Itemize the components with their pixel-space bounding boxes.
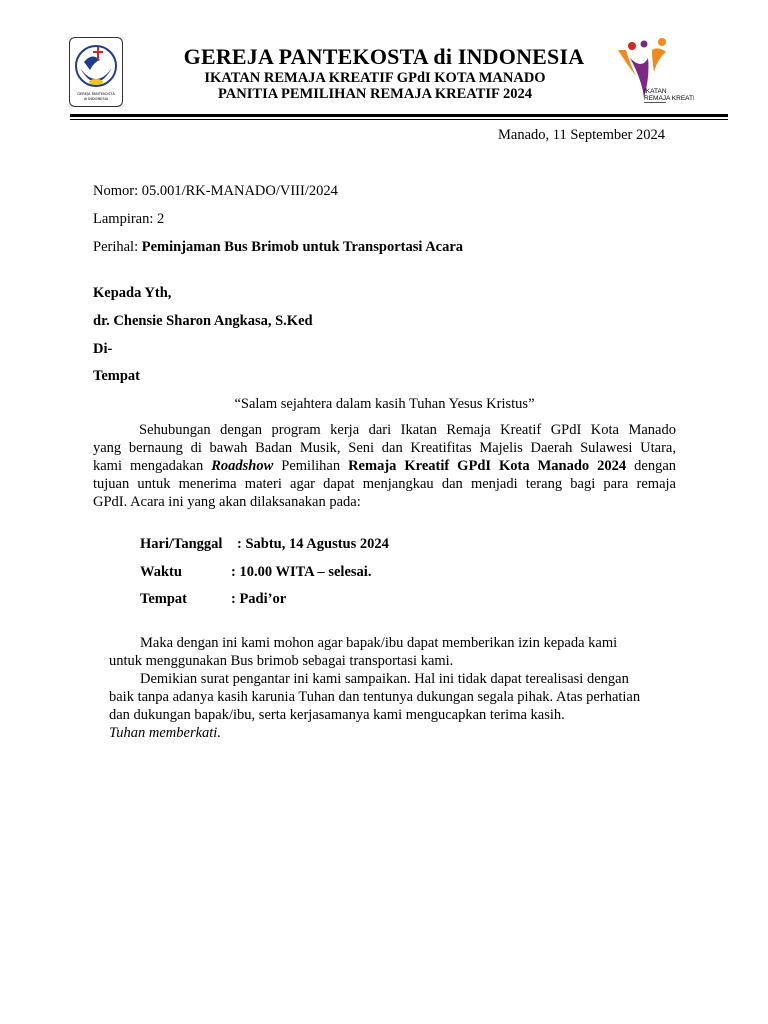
letterhead-rule-thin [70, 119, 728, 120]
organization-subtitle: IKATAN REMAJA KREATIF GPdI KOTA MANADO [204, 70, 546, 86]
paragraph-2-line-2: untuk menggunakan Bus brimob sebagai transportasi kami. [109, 653, 454, 669]
subject-line [93, 238, 463, 256]
event-time-value: : 10.00 WITA – selesai. [231, 564, 372, 580]
committee-subtitle: PANITIA PEMILIHAN REMAJA KREATIF 2024 [218, 86, 532, 102]
paragraph-1-line-3 [93, 457, 676, 475]
paragraph-1-line-4: tujuan untuk menerima materi agar dapat menjangkau dan menjadi terang bagi para remaja [93, 476, 676, 492]
line-3-part-e: dengan [626, 458, 677, 474]
paragraph-1-line-5: GPdI. Acara ini yang akan dilaksanakan pada: [93, 494, 361, 510]
event-date-value: : Sabtu, 14 Agustus 2024 [237, 536, 389, 552]
paragraph-2-line-1: Maka dengan ini kami mohon agar bapak/ibu dapat memberikan izin kepada kami [140, 635, 618, 651]
logo-text-line2: REMAJA KREATIF [644, 95, 694, 102]
roadshow-text: Roadshow [211, 458, 274, 474]
paragraph-3-line-1: Demikian surat pengantar ini kami sampaikan. Hal ini tidak dapat terealisasi dengan [140, 671, 629, 687]
letter-number: Nomor: 05.001/RK-MANADO/VIII/2024 [93, 183, 338, 199]
paragraph-3-line-2: baik tanpa adanya kasih karunia Tuhan dan tentunya dukungan segala pihak. Atas perhatian [109, 689, 641, 705]
line-3-part-a: kami mengadakan [93, 458, 212, 474]
paragraph-1-line-1: Sehubungan dengan program kerja dari Ikatan Remaja Kreatif GPdI Kota Manado [139, 422, 676, 438]
event-date-label: Hari/Tanggal [140, 536, 223, 552]
subject-value: Peminjaman Bus Brimob untuk Transportasi Acara [141, 239, 464, 255]
paragraph-3-line-3: dan dukungan bapak/ibu, serta kerjasamanya kami mengucapkan terima kasih. [109, 707, 565, 723]
letterhead-rule-thick [70, 114, 728, 117]
logo-caption-line1: GEREJA PANTEKOSTA [77, 92, 115, 96]
recipient-salutation: Kepada Yth, [93, 285, 172, 301]
body-paragraph-2 [109, 634, 689, 742]
recipient-name: dr. Chensie Sharon Angkasa, S.Ked [93, 313, 313, 329]
body-paragraph-1 [93, 421, 676, 511]
paragraph-1-line-2: yang bernaung di bawah Badan Musik, Seni dan Kreatifitas Majelis Daerah Sulawesi Utara, [93, 440, 676, 456]
church-title: GEREJA PANTEKOSTA di INDONESIA [183, 44, 585, 69]
attachment-count: Lampiran: 2 [93, 211, 165, 227]
line-3-part-c: Pemilihan [273, 458, 349, 474]
event-place-label: Tempat [140, 591, 187, 607]
event-place-value: : Padi’or [231, 591, 287, 607]
recipient-di: Di- [93, 341, 113, 357]
event-time-label: Waktu [140, 564, 182, 580]
closing-blessing: Tuhan memberkati. [109, 725, 221, 741]
date-place: Manado, 11 September 2024 [498, 127, 665, 143]
subject-label: Perihal: [93, 239, 142, 255]
recipient-place: Tempat [93, 368, 140, 384]
greeting: “Salam sejahtera dalam kasih Tuhan Yesus Kristus” [234, 396, 535, 412]
logo-caption-line2: di INDONESIA [83, 97, 109, 101]
event-name: Remaja Kreatif GPdI Kota Manado 2024 [348, 458, 627, 474]
logo-text-line1: IKATAN [644, 88, 667, 95]
